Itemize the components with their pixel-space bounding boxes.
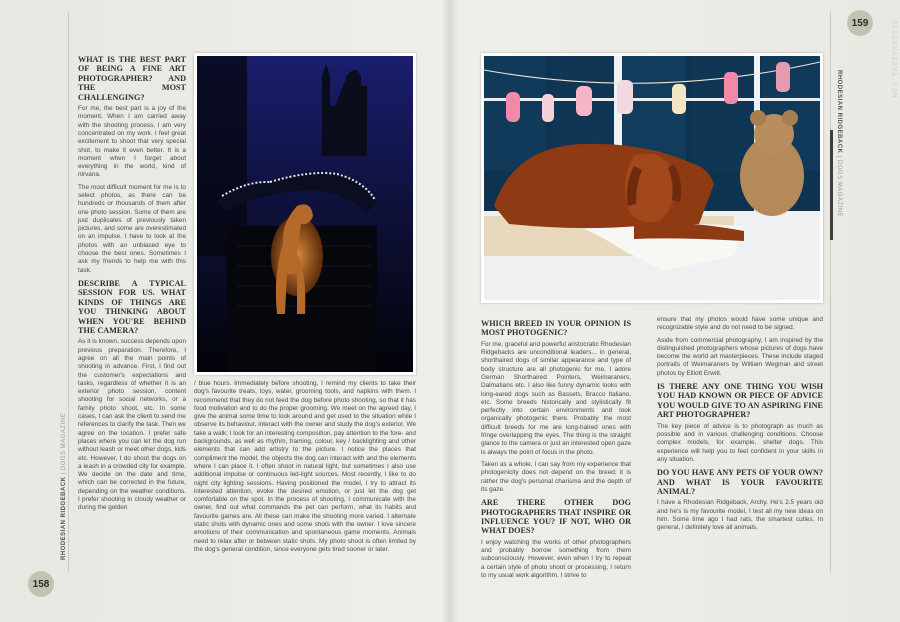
answer-photogenic-2: Taken as a whole, I can say from my experience that photogenicity does not depend on the breed; it is rather the dog's personal charisma and the depth of its gaze. — [481, 460, 631, 493]
ridgeback-window-photo — [481, 53, 823, 303]
answer-typical-session: As it is known, success depends upon previous preparation. Therefore, I agree on all the main points of shooting in advance. First, I find out the customer's expectations and tasks, regardless of whether it is an exterior photo session, content shooting for social networks, or a family photo shoot, etc. In some cases, I can ask the client to send me references to clarify the task. Then we agree on the location. I prefer safe places where you can let the dog run without leash or meet other dogs, kids etc. However, I do shoot the dogs on a leash in a crowded city for example. We decide on the date and time, which can be corrected in the future, depending on the weather conditions. I prefer shooting in cloudy weather or during the golden — [78, 338, 186, 512]
right-runner-magazine: DOGS MAGAZINE — [836, 159, 842, 218]
answer-other-photographers-cont: ensure that my photos would have some unique and recognizable style and do not need to be signed. — [657, 316, 823, 332]
left-column-2 — [194, 380, 416, 558]
watermark: OLGAKHAZOVA.COM — [890, 20, 898, 99]
left-runner-title: RHODESIAN RIDGEBACK — [61, 476, 67, 560]
answer-difficult: The most difficult moment for me is to select photos, as there can be hundreds or thousands of them after one photo session. Some of them are just duplicates of previously taken pictures, and some are overestimated on an impulse. I have to look at the photos with an unbiased eye to choose the best ones. Sometimes I ask my friends to help me with this task. — [78, 183, 186, 274]
right-page-number: 159 — [847, 10, 873, 36]
left-column-1 — [78, 52, 186, 517]
right-margin-rule — [830, 12, 831, 572]
left-margin-rule — [68, 12, 69, 572]
window-scene-illustration — [484, 56, 820, 300]
question-typical-session: DESCRIBE A TYPICAL SESSION FOR US. WHAT KINDS OF THINGS ARE YOU THINKING ABOUT WHEN YOU'RE BEHIND THE CAMERA? — [78, 278, 186, 335]
answer-other-photographers: I enjoy watching the works of other photographers and probably borrow something from them subconsciously. However, even when I try to repeat a certain style of photo shoot or processing, I return to my usual work algorithm. I strive to — [481, 538, 631, 579]
question-advice: IS THERE ANY ONE THING YOU WISH YOU HAD KNOWN OR PIECE OF ADVICE YOU WOULD GIVE TO AN ASPIRING FINE ART PHOTOGRAPHER? — [657, 382, 823, 420]
right-runner-title: RHODESIAN RIDGEBACK — [836, 70, 842, 154]
night-scene-illustration — [197, 56, 413, 372]
answer-inspiration: Aside from commercial photography, I am inspired by the distinguished photographers whose pictures of dogs have become the world art masterpieces. These include staged portraits of Weimaraners by William Wegman and street photos by Elliott Erwitt. — [657, 336, 823, 377]
question-other-photographers: ARE THERE OTHER DOG PHOTOGRAPHERS THAT INSPIRE OR INFLUENCE YOU? IF NOT, WHO OR WHAT DOES? — [481, 498, 631, 536]
right-running-head: RHODESIAN RIDGEBACK | DOGS MAGAZINE — [836, 70, 842, 218]
answer-pets: I have a Rhodesian Ridgeback, Archy. He's 2.5 years old and he's is my favourite model, I test all my new ideas on him. Some time ago I had rats, the smartest cuties. In general, I definitely love all animals. — [657, 499, 823, 532]
left-running-head: RHODESIAN RIDGEBACK | DOGS MAGAZINE — [61, 412, 67, 560]
question-pets: DO YOU HAVE ANY PETS OF YOUR OWN? AND WHAT IS YOUR FAVOURITE ANIMAL? — [657, 468, 823, 496]
question-photogenic: WHICH BREED IN YOUR OPINION IS MOST PHOTOGENIC? — [481, 319, 631, 338]
answer-best-part: For me, the best part is a joy of the moment. When I am carried away with the shooting process, I am very concentrated on my work. I feel great excitement to shoot that very special shot, to make it even better. It is a moment when I forget about everything in the world, kind of nirvana. — [78, 105, 186, 179]
answer-typical-session-cont: / blue hours. Immediately before shooting, I remind my clients to take their dog's favourite treats, toys, water, grooming tools, and napkins with them. I recommend that they do not feed the dog before photo shooting, so that it has food motivation and to do the proper grooming. We meet on the agreed day, I give the animal some time to look around and get used to the situation while I observe its behaviour, interact with the owner and study the dog's exterior. We take a walk; I look for an interesting composition, pay attention to the fore- and backgrounds, as well as rhythm, framing, colour, key / backlighting and other elements that can add artistry to the picture. I notice the places that compliment the model, the objects the dog can interact with and the elements where I can place it. I often shoot in natural light, but sometimes I also use additional impulse or continuous led-light sources. Most recently, I like to do night city lighting sessions. Having positioned the model, I try to attract its interested attention, evoke the desired emotion, or just let the dog get comfortable on the spot. In the process of shooting, I communicate with the owner, find out what commands the pet can perform, what its habits and favourite games are. All these can make the shooting more varied. I alternate static shots with dynamic ones and some shots with the owner. I love sincere emotions of their communication and spontaneous game moments. Animals need to relax after or between static shots. My photo shoot is often limited by the dog's general condition, since everyone gets tired sooner or later. — [194, 380, 416, 553]
right-accent-bar — [830, 130, 833, 240]
left-page-number: 158 — [28, 571, 54, 597]
right-column-2 — [657, 316, 823, 537]
left-runner-magazine: DOGS MAGAZINE — [61, 412, 67, 471]
night-dog-photo — [194, 53, 416, 375]
right-column-1 — [481, 316, 631, 584]
answer-advice: The key piece of advice is to photograph as much as possible and in various challenging conditions. Choose complex models, for example, shelter dogs. This experience will help you to feel confident in your skills in any situation. — [657, 422, 823, 463]
question-best-part: WHAT IS THE BEST PART OF BEING A FINE ART PHOTOGRAPHER? AND THE MOST CHALLENGING? — [78, 55, 186, 102]
answer-photogenic: For me, graceful and powerful aristocratic Rhodesian Ridgebacks are unconditional leaders... in general, shorthaired dogs of similar appearance and type of body structure are all photogenic for me. I adore German Shorthaired Pointers, Weimaraners, Dalmatians etc. I also like funny dynamic looks with long-eared dogs such as Bassets, Bracco Italiano, etc. Some breeds historically and stylistically fit perfectly into certain environments and look organically photogenic there. Probably the most difficult breeds for me are long-haired ones with fringe overlapping the eyes. The thing is the straight glance to the camera or just an interested open gaze is always the point of focus in the photo. — [481, 340, 631, 456]
